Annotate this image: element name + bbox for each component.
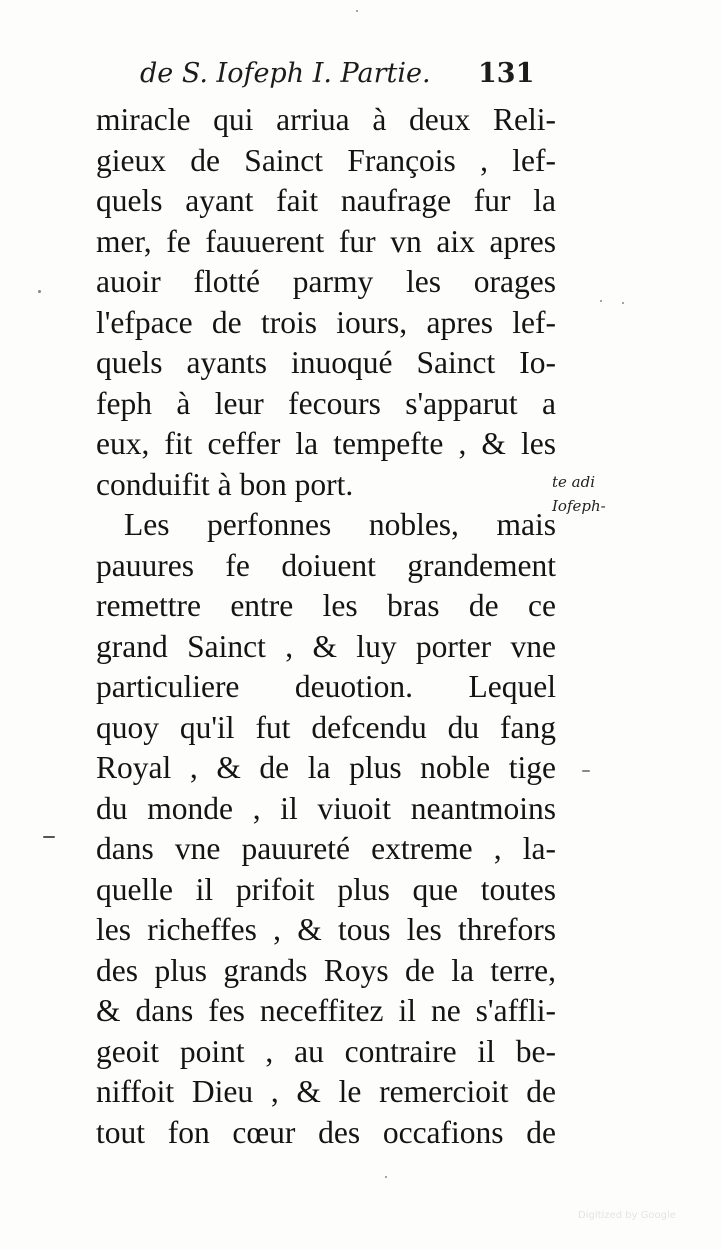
running-title: de S. Iofeph I. Partie. bbox=[140, 58, 431, 89]
text-line: particuliere deuotion. Lequel bbox=[96, 669, 556, 704]
text-line: pauures fe doiuent grandement bbox=[96, 547, 556, 583]
text-line: les richeffes , & tous les threfors bbox=[96, 912, 556, 947]
scan-speck bbox=[356, 10, 358, 12]
text-line: Royal , & de la plus noble tige bbox=[96, 750, 556, 785]
scan-speck bbox=[38, 290, 41, 293]
text-line: & dans fes neceffitez il ne s'affli- bbox=[96, 993, 556, 1028]
page-number: 131 bbox=[478, 58, 535, 89]
scan-speck bbox=[622, 302, 624, 304]
scan-speck bbox=[385, 1176, 387, 1178]
text-line: miracle qui arriua à deux Reli- bbox=[96, 102, 556, 137]
text-line: quels ayants inuoqué Sainct Io- bbox=[96, 345, 556, 380]
margin-note-line: Iofeph- bbox=[552, 497, 606, 515]
body-text bbox=[96, 100, 556, 1153]
text-line: grand Sainct , & luy porter vne bbox=[96, 628, 556, 664]
text-line: dans vne pauureté extreme , la- bbox=[96, 831, 556, 866]
margin-note-line: te adi bbox=[552, 473, 596, 491]
text-line: gieux de Sainct François , lef- bbox=[96, 142, 556, 178]
text-line: l'efpace de trois iours, apres lef- bbox=[96, 304, 556, 340]
margin-note bbox=[552, 470, 652, 518]
text-line: geoit point , au contraire il be- bbox=[96, 1033, 556, 1069]
running-header bbox=[140, 58, 560, 98]
text-line: feph à leur fecours s'apparut a bbox=[96, 385, 556, 421]
text-line: quoy qu'il fut defcendu du fang bbox=[96, 709, 556, 745]
scan-speck bbox=[600, 300, 602, 302]
text-line: quelle il prifoit plus que toutes bbox=[96, 871, 556, 907]
text-line: du monde , il viuoit neantmoins bbox=[96, 790, 556, 826]
paragraph-start-line: Les perfonnes nobles, mais bbox=[124, 507, 556, 542]
text-line: eux, fit ceffer la tempefte , & les bbox=[96, 426, 556, 461]
text-line: tout fon cœur des occafions de bbox=[96, 1114, 556, 1150]
paragraph-end-line: conduifit à bon port. bbox=[96, 466, 354, 502]
scan-speck bbox=[582, 770, 590, 772]
text-line: niffoit Dieu , & le remercioit de bbox=[96, 1074, 556, 1109]
text-line: mer, fe fauuerent fur vn aix apres bbox=[96, 223, 556, 259]
text-line: quels ayant fait naufrage fur la bbox=[96, 183, 556, 218]
digitization-watermark: Digitized by Google bbox=[578, 1210, 676, 1221]
text-line: auoir flotté parmy les orages bbox=[96, 264, 556, 299]
text-line: remettre entre les bras de ce bbox=[96, 588, 556, 623]
text-line: des plus grands Roys de la terre, bbox=[96, 952, 556, 988]
scan-speck bbox=[43, 836, 55, 838]
